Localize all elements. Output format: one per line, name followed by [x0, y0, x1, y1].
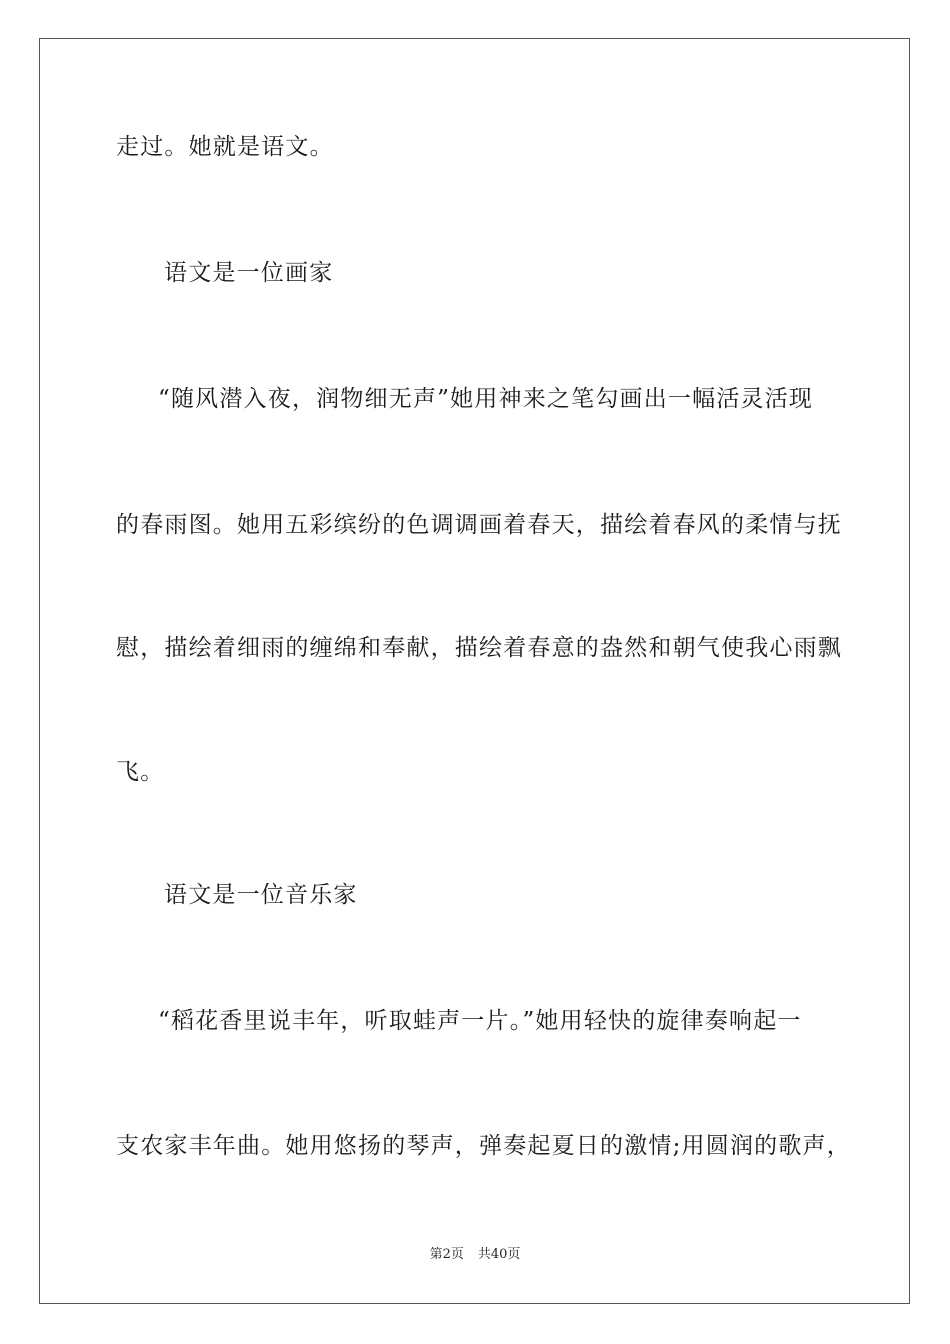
page-number-current: 第2页 — [429, 1247, 464, 1262]
text-line-8: “稻花香里说丰年，听取蛙声一片。”她用轻快的旋律奏响起一 — [158, 1008, 802, 1034]
page-footer — [0, 1246, 950, 1264]
text-line-5: 慰，描绘着细雨的缠绵和奉献，描绘着春意的盎然和朝气使我心雨飘 — [116, 635, 842, 661]
text-line-4: 的春雨图。她用五彩缤纷的色调调画着春天，描绘着春风的柔情与抚 — [116, 512, 842, 538]
text-line-9: 支农家丰年曲。她用悠扬的琴声，弹奏起夏日的激情;用圆润的歌声， — [116, 1133, 851, 1159]
text-line-3: “随风潜入夜，润物细无声”她用神来之笔勾画出一幅活灵活现 — [158, 386, 814, 412]
section-heading-painter: 语文是一位画家 — [164, 260, 334, 286]
text-line-1: 走过。她就是语文。 — [116, 134, 334, 160]
text-line-6: 飞。 — [116, 759, 165, 785]
page-number-total: 共40页 — [477, 1247, 521, 1262]
page-border — [39, 38, 910, 1304]
section-heading-musician: 语文是一位音乐家 — [164, 882, 358, 908]
